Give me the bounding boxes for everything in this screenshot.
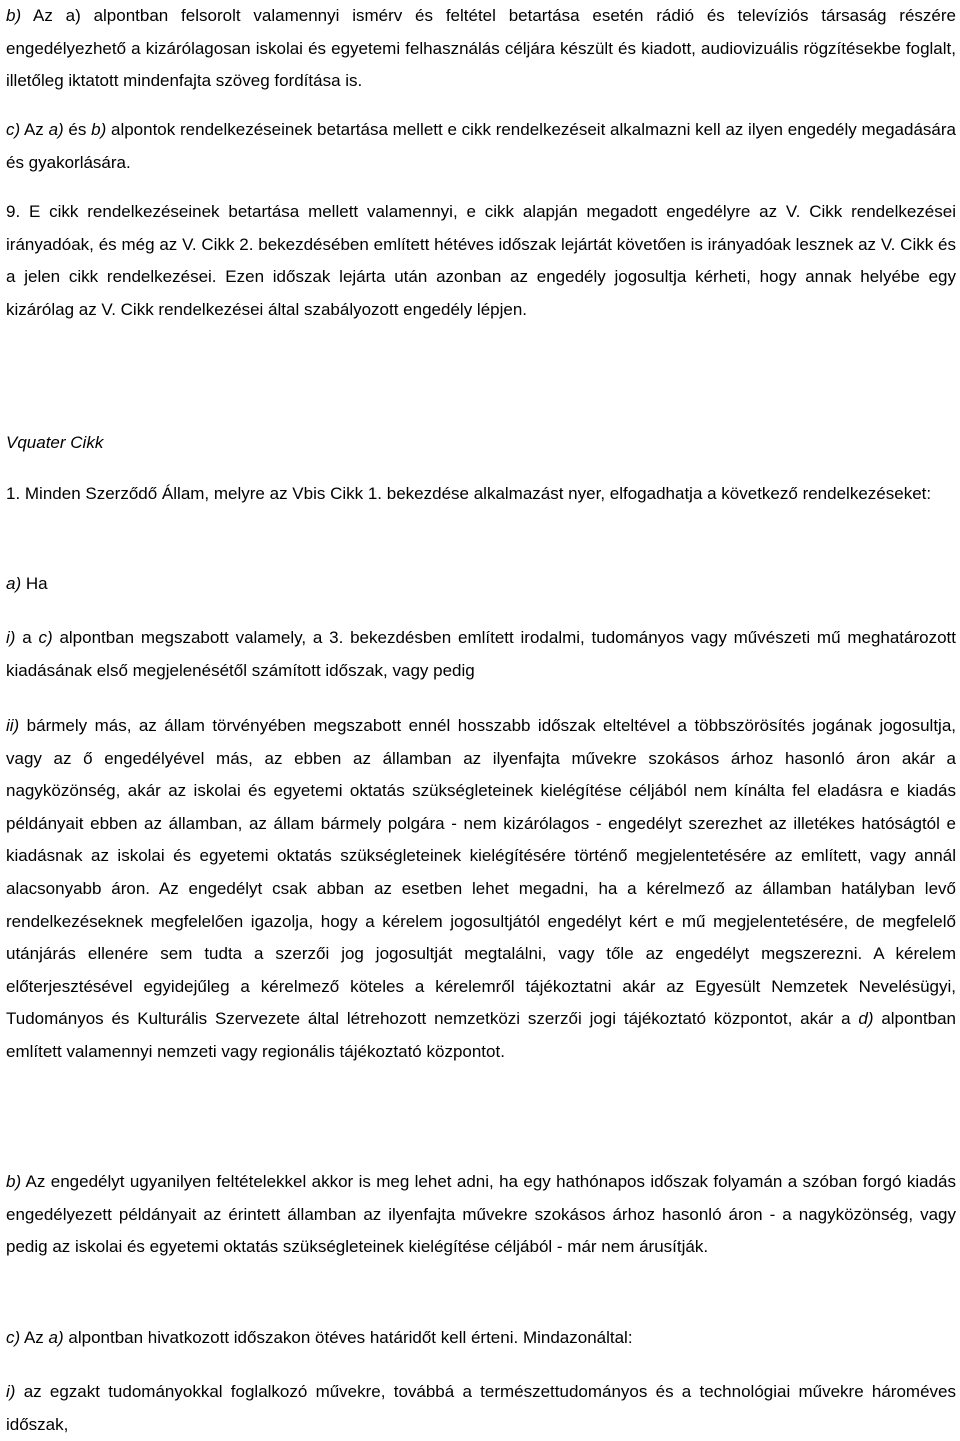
item-label: b) [6,1172,22,1191]
paragraph-text: a [15,628,39,647]
reference-a: a) [48,120,64,139]
item-label: i) [6,628,16,647]
item-label: c) [6,120,21,139]
reference-d: d) [858,1009,874,1029]
paragraph-i [6,622,956,687]
paragraph-ii [6,710,956,1069]
reference-a: a) [48,1328,64,1347]
item-label: i) [6,1382,16,1401]
item-label: c) [6,1328,21,1347]
paragraph-text: alpontban említett valamennyi nemzeti vagy regionális tájékoztató központot. [6,1009,957,1061]
paragraph-text: 1. Minden Szerződő Állam, melyre az Vbis Cikk 1. bekezdése alkalmazást nyer, elfogadhatja a következő rendelkezéseket: [6,484,932,503]
paragraph-i-sciences [6,1376,956,1441]
paragraph-text: alpontban megszabott valamely, a 3. bekezdésben említett irodalmi, tudományos vagy művészeti mű meghatározott kiadásának első megjelenésétől számított időszak, vagy pedig [6,628,957,680]
item-label: ii) [6,716,20,735]
paragraph-c-application [6,114,956,179]
paragraph-text: Az [20,120,49,139]
paragraph-a [6,568,956,601]
item-label: b) [6,6,22,25]
paragraph-text: Az a) alpontban felsorolt valamennyi ismérv és feltétel betartása esetén rádió és televíziós társaság részére engedélyezhető a kizárólagosan iskolai és egyetemi felhasználás céljára készült és kiadott, audiovizuális rögzítésekbe foglalt, illetőleg iktatott mindenfajta szöveg fordítása is. [6,6,956,91]
reference-c: c) [38,628,53,647]
paragraph-text: Ha [21,574,48,593]
paragraph-b-broadcast [6,0,956,98]
reference-b: b) [91,120,107,139]
paragraph-b-six-month [6,1166,956,1264]
paragraph-text: az egzakt tudományokkal foglalkozó művekre, továbbá a természettudományos és a technológiai művekre hároméves időszak, [6,1382,956,1434]
paragraph-text: 9. E cikk rendelkezéseinek betartása mellett valamennyi, e cikk alapján megadott engedélyre az V. Cikk rendelkezései irányadóak, és még az V. Cikk 2. bekezdésében említett hétéves időszak lejártát követően is irányadóak lesznek az V. Cikk és a jelen cikk rendelkezései. Ezen időszak lejárta után azonban az engedély jogosultja kérheti, hogy annak helyébe egy kizárólag az V. Cikk rendelkezései által szabályozott engedély lépjen. [6,202,956,319]
paragraph-c-period [6,1322,956,1355]
paragraph-text: és [63,120,92,139]
item-label: a) [6,574,22,593]
paragraph-text: Az [20,1328,49,1347]
paragraph-text: Az engedélyt ugyanilyen feltételekkel akkor is meg lehet adni, ha egy hathónapos időszak folyamán a szóban forgó kiadás engedélyezett példányait az érintett államban az ilyenfajta művekre szokásos árhoz hasonló áron - a nagyközönség, vagy pedig az iskolai és egyetemi oktatás szükségleteinek kielégítése céljából - már nem árusítják. [6,1172,956,1257]
paragraph-text: alpontok rendelkezéseinek betartása mellett e cikk rendelkezéseit alkalmazni kell az ilyen engedély megadására és gyakorlására. [6,120,956,172]
paragraph-text: alpontban hivatkozott időszakon ötéves határidőt kell érteni. Mindazonáltal: [63,1328,633,1347]
article-heading: Vquater Cikk [6,433,104,452]
paragraph-text: bármely más, az állam törvényében megszabott ennél hosszabb időszak elteltével a többszörösítés jogának jogosultja, vagy az ő engedélyével más, az ebben az államban az ilyenfajta művekre szokásos árhoz hasonló áron akár a nagyközönség, akár az iskolai és egyetemi oktatás szükségleteinek kielégítése céljából nem kínálta fel eladásra e kiadás példányait ebben az államban, az állam bármely polgára - nem kizárólagos - engedélyt szerezhet az illetékes hatóságtól e kiadásnak az iskolai és egyetemi oktatás szükségleteinek kielégítésére történő megjelentetésére az említett, vagy annál alacsonyabb áron. Az engedélyt csak abban az esetben lehet megadni, ha a kérelmező az államban hatályban levő rendelkezéseknek megfelelően igazolja, hogy a kérelem jogosultjától engedélyt kért e mű megjelentetésére, de megfelelő utánjárás ellenére sem tudta a szerzői jog jogosultját megtalálni, vagy tőle az engedélyt megszerezni. A kérelem előterjesztésével egyidejűleg a kérelmező köteles a kérelemről tájékoztatni akár az Egyesült Nemzetek Nevelésügyi, Tudományos és Kulturális Szervezete által létrehozott nemzetközi szerzői jogi tájékoztató központot, akár a [6,716,956,1029]
paragraph-9 [6,196,956,326]
paragraph-1 [6,478,956,511]
